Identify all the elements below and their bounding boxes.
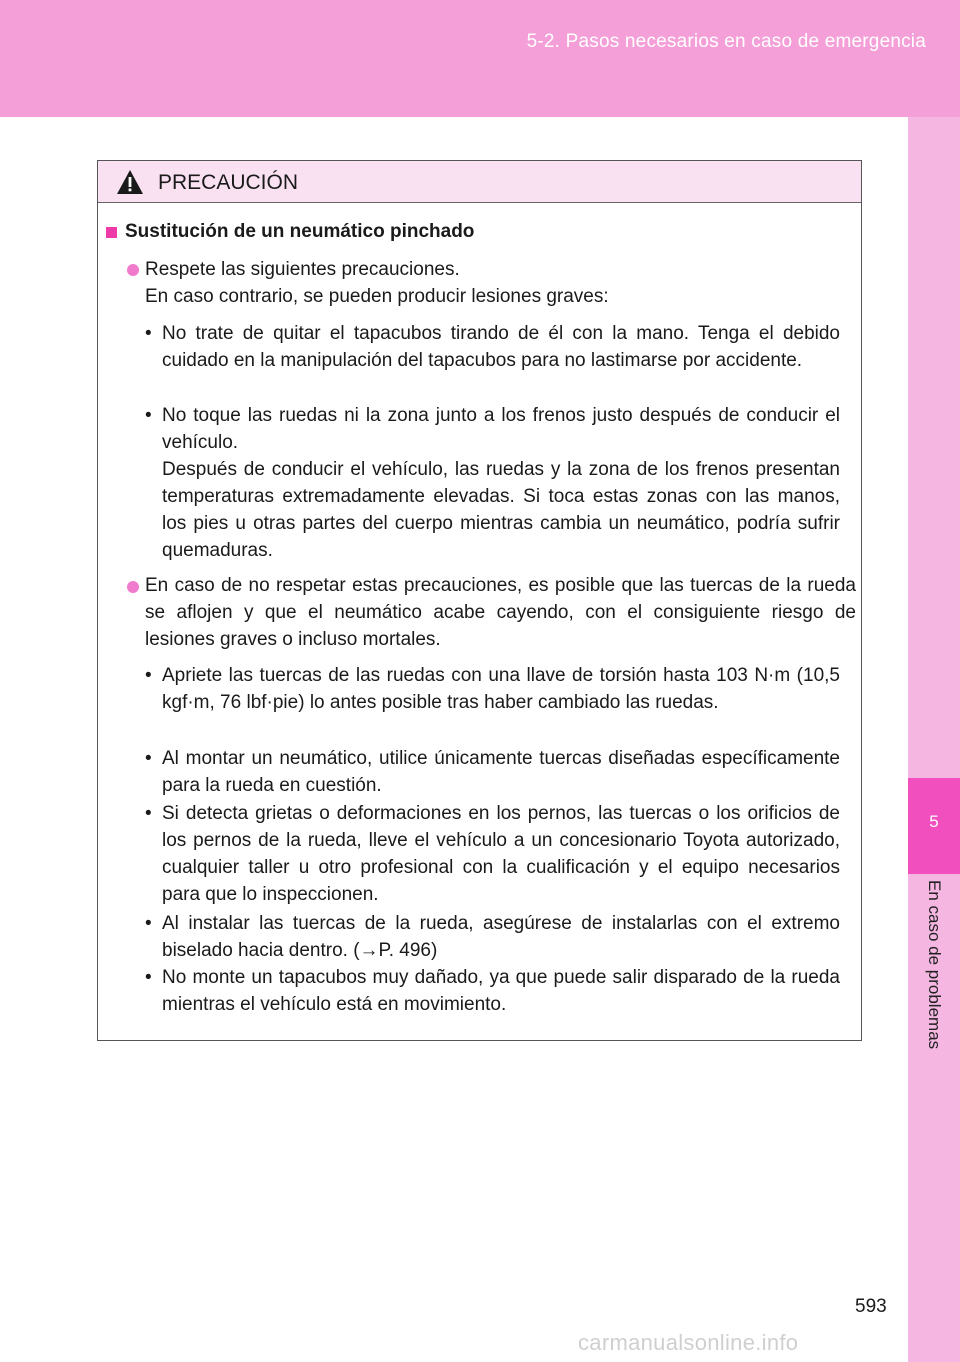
bullet-mark: • xyxy=(145,803,152,824)
point2-bullet-3: Si detecta grietas o deformaciones en los pernos, las tuercas o los orificios de los pernos de la rueda, lleve el vehículo a un concesionario Toyota autorizado, cualquier taller u otro profesional con la cualificación y el equipo necesarios para que lo inspeccionen. xyxy=(162,803,840,905)
section-heading xyxy=(106,221,474,243)
bullet-mark: • xyxy=(145,323,152,344)
caution-header xyxy=(98,161,861,203)
bullet-mark: • xyxy=(145,748,152,769)
chapter-title: En caso de problemas xyxy=(925,880,944,1050)
bullet-mark: • xyxy=(145,405,152,426)
bullet-mark: • xyxy=(145,665,152,686)
point1-bullet-2-continuation: Después de conducir el vehículo, las ruedas y la zona de los frenos presentan temperaturas extremadamente elevadas. Si toca estas zonas con las manos, los pies u otras partes del cuerpo mientras cambia un neumático, podría sufrir quemaduras. xyxy=(162,459,840,561)
warning-icon xyxy=(116,169,144,195)
header-band xyxy=(0,0,960,117)
point2-bullet-5: No monte un tapacubos muy dañado, ya que puede salir disparado de la rueda mientras el vehículo está en movimiento. xyxy=(162,967,840,1015)
caution-box xyxy=(97,160,862,1041)
point1-line2: En caso contrario, se pueden producir lesiones graves: xyxy=(145,286,609,307)
point1-bullet-2: No toque las ruedas ni la zona junto a los frenos justo después de conducir el vehículo. xyxy=(162,405,840,453)
point1-line1: Respete las siguientes precauciones. xyxy=(145,259,460,280)
chapter-side-tab xyxy=(908,117,960,1362)
page-number: 593 xyxy=(855,1296,887,1317)
section-header: 5-2. Pasos necesarios en caso de emergencia xyxy=(526,31,926,52)
point2-text: En caso de no respetar estas precauciones, es posible que las tuercas de la rueda se aflojen y que el neumático acabe cayendo, con el consiguiente riesgo de lesiones graves o incluso mortales. xyxy=(145,575,856,650)
point1-bullet-1: No trate de quitar el tapacubos tirando de él con la mano. Tenga el debido cuidado en la manipulación del tapacubos para no lastimarse por accidente. xyxy=(162,323,840,371)
circle-bullet-icon xyxy=(127,581,139,593)
watermark: carmanualsonline.info xyxy=(578,1330,799,1355)
bullet-mark: • xyxy=(145,967,152,988)
square-bullet-icon xyxy=(106,227,117,238)
point2-bullet-4: Al instalar las tuercas de la rueda, asegúrese de instalarlas con el extremo biselado hacia dentro. (→P. 496) xyxy=(162,913,840,961)
bullet-mark: • xyxy=(145,913,152,934)
caution-title: PRECAUCIÓN xyxy=(158,171,299,194)
chapter-number: 5 xyxy=(929,812,939,831)
circle-bullet-icon xyxy=(127,264,139,276)
section-heading-text: Sustitución de un neumático pinchado xyxy=(125,221,475,242)
point2-bullet-1: Apriete las tuercas de las ruedas con una llave de torsión hasta 103 N·m (10,5 kgf·m, 76 lbf·pie) lo antes posible tras haber cambiado las ruedas. xyxy=(162,665,840,713)
point2-bullet-2: Al montar un neumático, utilice únicamente tuercas diseñadas específicamente para la rueda en cuestión. xyxy=(162,748,840,796)
